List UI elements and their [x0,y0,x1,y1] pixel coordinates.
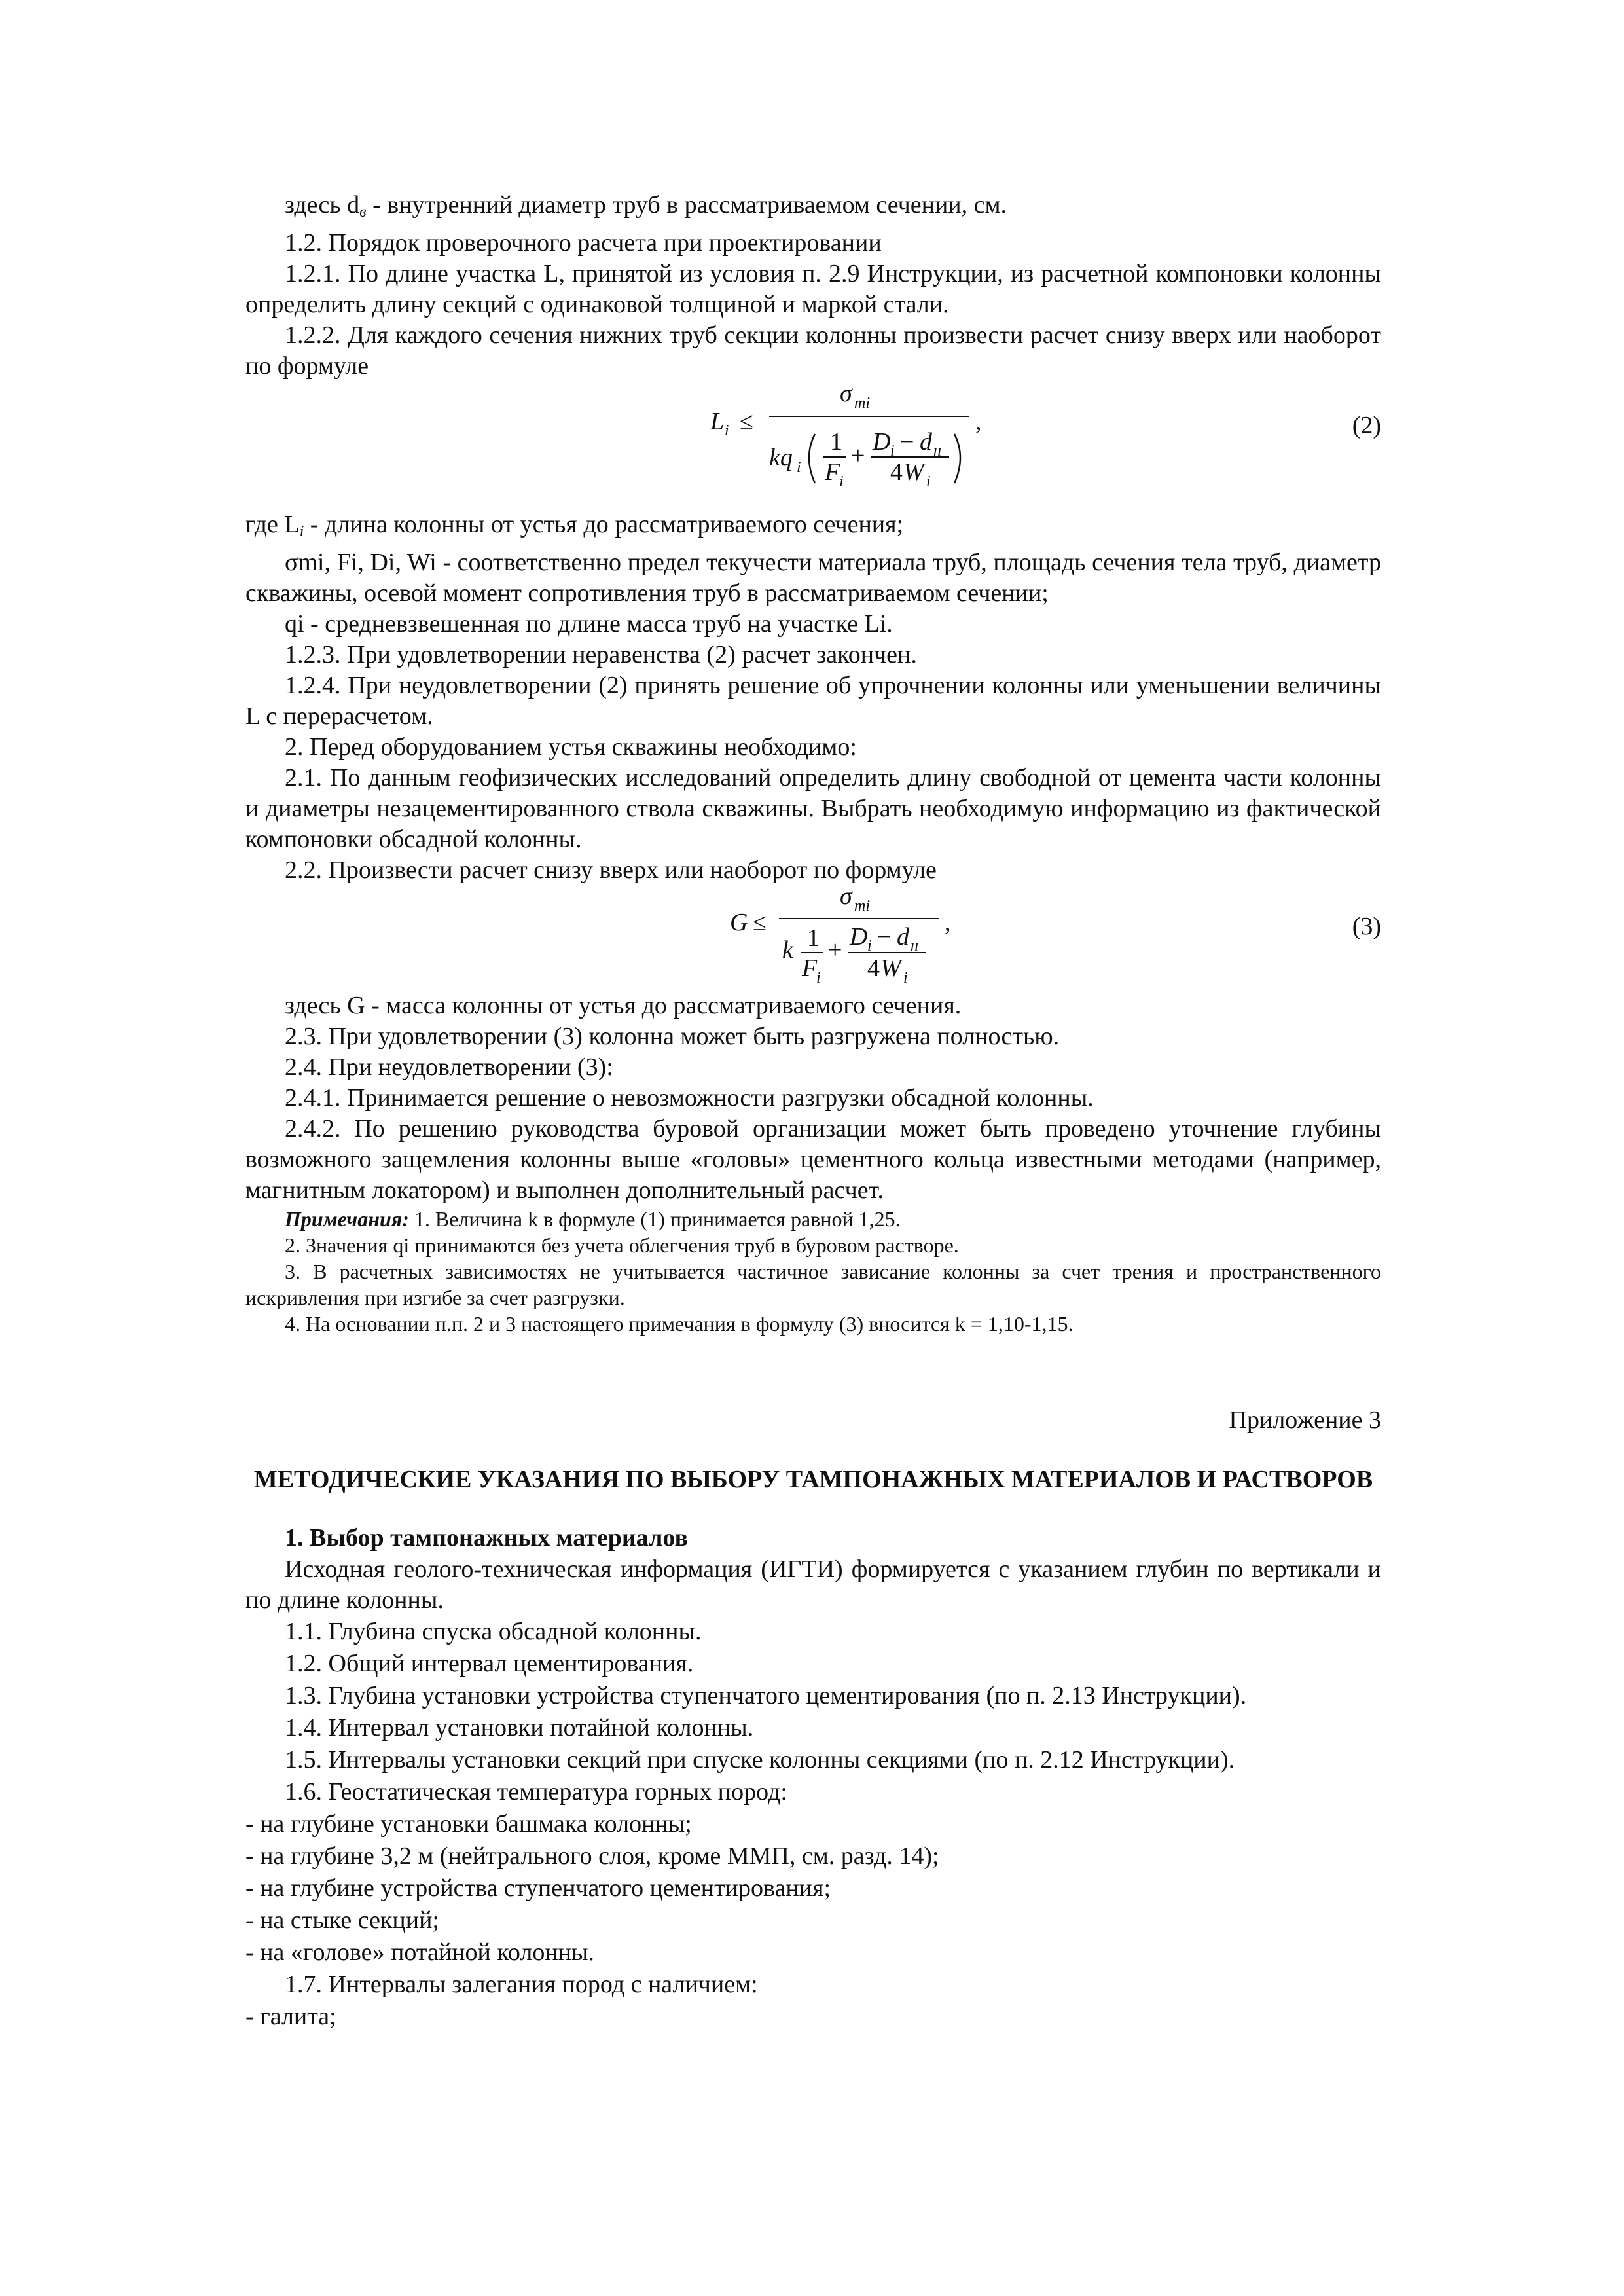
paragraph-1-2-2: 1.2.2. Для каждого сечения нижних труб секции колонны произвести расчет снизу вверх или наоборот по формуле [245,321,1381,380]
svg-text:i: i [797,459,801,476]
svg-text:mi: mi [854,395,870,412]
svg-text:+: + [851,442,865,469]
note-1: Примечания: 1. Величина k в формуле (1) принимается равной 1,25. [285,1207,901,1231]
svg-text:,: , [945,909,951,936]
svg-text:i: i [890,443,895,460]
paragraph-where-L: где $L_i$ - длина колонны от устья до рассматриваемого сечения; [245,511,904,540]
paragraph-1-2-4: 1.2.4. При неудовлетворении (2) принять решение об упрочнении колонны или уменьшении величины L с перерасчетом. [245,672,1381,730]
section-heading: 1. Выбор тампонажных материалов [285,1524,688,1552]
dash-item: - на стыке секций; [245,1906,439,1934]
svg-text:,: , [975,408,982,435]
svg-text:D: D [873,428,891,456]
appendix-label: Приложение 3 [1229,1406,1381,1434]
note-4: 4. На основании п.п. 2 и 3 настоящего примечания в формулу (3) вносится k = 1,10-1,15. [285,1312,1074,1336]
svg-text:≤: ≤ [753,909,767,936]
svg-text:н: н [911,938,918,955]
svg-text:W: W [880,955,901,982]
paragraph-2: 2. Перед оборудованием устья скважины необходимо: [285,733,857,761]
paragraph-G: здесь G - масса колонны от устья до рассматриваемого сечения. [285,992,962,1019]
svg-text:н: н [933,443,941,460]
svg-text:i: i [867,938,872,955]
svg-text:≤: ≤ [740,408,753,435]
list-item: 1.3. Глубина установки устройства ступенчатого цементирования (по п. 2.13 Инструкции). [285,1682,1247,1709]
formula-3-graphic [245,886,1381,991]
svg-text:4: 4 [867,955,880,982]
dash-item: - на глубине 3,2 м (нейтрального слоя, кроме ММП, см. разд. 14); [245,1842,939,1870]
svg-text:+: + [828,936,842,964]
note-2: 2. Значения qi принимаются без учета облегчения труб в буровом растворе. [285,1233,959,1257]
paragraph-1-2-3: 1.2.3. При удовлетворении неравенства (2) расчет закончен. [285,641,917,668]
list-item: 1.4. Интервал установки потайной колонны. [285,1714,754,1741]
formula-2 [245,382,1381,509]
list-item: 1.2. Общий интервал цементирования. [285,1650,694,1677]
paragraph-1-2: 1.2. Порядок проверочного расчета при проектировании [285,229,882,257]
svg-text:mi: mi [854,898,870,915]
svg-text:σ: σ [840,382,852,407]
paragraph-2-3: 2.3. При удовлетворении (3) колонна может быть разгружена полностью. [285,1023,1060,1050]
svg-text:4: 4 [890,458,903,486]
dash-item: - на глубине устройства ступенчатого цементирования; [245,1874,831,1902]
dash-item: - на глубине установки башмака колонны; [245,1810,692,1838]
svg-text:i: i [839,473,844,490]
paragraph-2-2: 2.2. Произвести расчет снизу вверх или наоборот по формуле [285,856,937,884]
paragraph-2-4-1: 2.4.1. Принимается решение о невозможности разгрузки обсадной колонны. [285,1084,1094,1112]
dash-item: - на «голове» потайной колонны. [245,1939,595,1966]
svg-text:σ: σ [840,886,852,910]
svg-text:i: i [725,422,729,439]
svg-text:W: W [903,458,924,486]
svg-text:i: i [816,970,821,987]
svg-text:F: F [825,458,840,486]
paragraph-1-2-1: 1.2.1. По длине участка L, принятой из условия п. 2.9 Инструкции, из расчетной компоновки колонны определить длину секций с одинаковой толщиной и маркой стали. [245,260,1381,318]
equation-number-3: (3) [1352,913,1381,940]
list-item: 1.1. Глубина спуска обсадной колонны. [285,1618,702,1645]
svg-text:G: G [730,909,748,936]
document-page [245,190,1381,2033]
intro-paragraph: Исходная геолого-техническая информация (ИГТИ) формируется с указанием глубин по вертикали и по длине колонны. [245,1556,1381,1614]
svg-text:−: − [900,428,914,456]
svg-text:F: F [802,955,818,982]
svg-text:i: i [926,473,931,490]
svg-text:L: L [710,408,725,435]
svg-text:1: 1 [830,428,842,456]
paragraph-sigma: σmi, Fi, Di, Wi - соответственно предел текучести материала труб, площадь сечения тела труб, диаметр скважины, осевой момент сопротивления труб в рассматриваемом сечении; [245,549,1381,607]
list-item: 1.7. Интервалы залегания пород с наличием: [285,1971,758,1998]
svg-text:k: k [782,936,793,964]
svg-text:1: 1 [807,924,820,952]
paragraph-2-4: 2.4. При неудовлетворении (3): [285,1053,613,1081]
equation-number-2: (2) [1352,412,1381,439]
svg-text:D: D [850,923,868,951]
dash-item: - галита; [245,2003,336,2030]
svg-text:d: d [920,428,932,456]
svg-text:−: − [877,923,892,951]
list-item: 1.6. Геостатическая температура горных пород: [285,1778,787,1806]
paragraph-dv: здесь $d_в$ - внутренний диаметр труб в рассматриваемом сечении, см. [285,191,1007,221]
svg-text:kq: kq [769,444,793,471]
paragraph-2-4-2: 2.4.2. По решению руководства буровой организации может быть проведено уточнение глубины возможного защемления колонны выше «головы» цементного кольца известными методами (например, магнитным локатором) и выполнен дополнительный расчет. [245,1115,1381,1204]
svg-text:i: i [903,970,908,987]
paragraph-qi: qi - средневзвешенная по длине масса труб на участке Li. [285,610,893,638]
paragraph-2-1: 2.1. По данным геофизических исследований определить длину свободной от цемента части колонны и диаметры незацементированного ствола скважины. Выбрать необходимую информацию из фактической компоновки обсадной колонны. [245,764,1381,853]
list-item: 1.5. Интервалы установки секций при спуске колонны секциями (по п. 2.12 Инструкции). [285,1746,1235,1774]
note-3: 3. В расчетных зависимостях не учитывается частичное зависание колонны за счет трения и пространственного искривления при изгибе за счет разгрузки. [245,1260,1381,1309]
appendix-title: МЕТОДИЧЕСКИЕ УКАЗАНИЯ ПО ВЫБОРУ ТАМПОНАЖНЫХ МАТЕРИАЛОВ И РАСТВОРОВ [253,1466,1373,1493]
formula-2-graphic [245,382,1381,509]
svg-text:d: d [897,923,909,951]
formula-3 [245,886,1381,991]
